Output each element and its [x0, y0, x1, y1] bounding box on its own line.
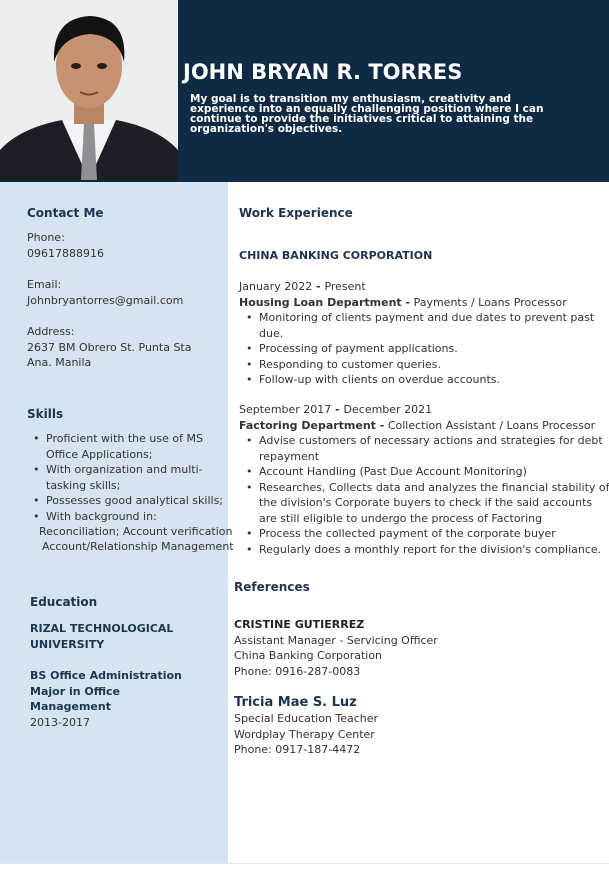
job-1-start: January 2022	[239, 280, 313, 293]
job-2-title	[239, 418, 604, 434]
phone-value: 09617888916	[27, 246, 104, 260]
school-name-line-2: UNIVERSITY	[30, 637, 105, 651]
references-title: References	[234, 580, 310, 594]
education-title: Education	[30, 595, 98, 609]
duty-text: • Researches, Collects data and analyzes the financial stability of	[259, 480, 609, 494]
phone-label: Phone:	[27, 231, 65, 244]
job-1-role: Payments / Loans Processor	[410, 295, 567, 309]
job-2-department: Factoring Department -	[239, 418, 385, 432]
company-name: CHINA BANKING CORPORATION	[239, 249, 433, 262]
duty-item	[259, 433, 604, 464]
skills-list	[46, 431, 231, 524]
duty-item	[259, 480, 609, 527]
job-1-end: Present	[324, 280, 366, 293]
skill-text: Office Applications;	[46, 447, 153, 461]
job-2-end: December 2021	[343, 403, 433, 416]
duty-text: • Monitoring of clients payment and due dates to prevent past	[259, 311, 595, 324]
degree-line-2: Major in Office	[30, 684, 120, 698]
degree-line-3: Management	[30, 700, 111, 713]
job-2-dates	[239, 402, 604, 418]
reference-2	[234, 694, 378, 758]
job-2-duties	[259, 433, 609, 557]
contact-details	[27, 230, 191, 371]
address-line-1: 2637 BM Obrero St. Punta Sta	[27, 340, 192, 354]
job-1-department: Housing Loan Department -	[239, 295, 411, 309]
job-2-date-separator: -	[331, 403, 344, 416]
duty-item: • Process the collected payment of the corporate buyer	[259, 526, 604, 542]
reference-1	[234, 617, 438, 679]
skill-background-line-1: Reconciliation; Account verification	[39, 525, 233, 538]
work-experience-title: Work Experience	[239, 206, 353, 220]
job-1	[239, 279, 599, 388]
skill-item	[46, 431, 231, 462]
job-2-start: September 2017	[239, 403, 332, 416]
education-block	[30, 621, 182, 730]
duty-item: • Regularly does a monthly report for the division's compliance.	[259, 542, 604, 558]
reference-1-company: China Banking Corporation	[234, 649, 383, 662]
job-1-dates	[239, 279, 599, 295]
skill-text: • With organization and multi-	[46, 463, 203, 476]
skill-text: • Possesses good analytical skills;	[46, 494, 224, 507]
duty-item: • Account Handling (Past Due Account Monitoring)	[259, 464, 604, 480]
address-line-2: Ana. Manila	[27, 356, 92, 369]
duty-text: the division's Corporate buyers to check if the said accounts	[259, 496, 593, 509]
portrait-illustration	[0, 0, 178, 180]
reference-1-phone: Phone: 0916-287-0083	[234, 664, 361, 678]
school-name-line-1: RIZAL TECHNOLOGICAL	[30, 622, 174, 635]
profile-photo	[0, 0, 178, 180]
education-years: 2013-2017	[30, 715, 90, 729]
duty-text: due.	[259, 326, 284, 340]
duty-text: repayment	[259, 449, 320, 463]
duty-item: • Processing of payment applications.	[259, 341, 599, 357]
skill-text: tasking skills;	[46, 478, 121, 492]
skill-text: • Proficient with the use of MS	[46, 432, 203, 445]
page-bottom-divider	[0, 863, 609, 864]
reference-1-name: CRISTINE GUTIERREZ	[234, 618, 365, 631]
skill-item	[46, 462, 231, 493]
job-1-date-separator: -	[312, 280, 325, 293]
reference-2-name: Tricia Mae S. Luz	[234, 695, 357, 710]
reference-2-position: Special Education Teacher	[234, 712, 379, 725]
job-2-role: Collection Assistant / Loans Processor	[384, 418, 596, 432]
objective-statement: My goal is to transition my enthusiasm, creativity and experience into an equally challenging position where I can continue to provide the initiatives critical to attaining the organization's objectives.	[190, 93, 544, 135]
job-1-title	[239, 295, 599, 311]
duty-item: • Responding to customer queries.	[259, 357, 599, 373]
reference-2-company: Wordplay Therapy Center	[234, 727, 375, 741]
candidate-name: JOHN BRYAN R. TORRES	[183, 60, 463, 84]
skill-item	[46, 509, 231, 525]
duty-text: • Advise customers of necessary actions and strategies for debt	[259, 434, 603, 447]
email-value: Johnbryantorres@gmail.com	[27, 293, 184, 307]
email-label: Email:	[27, 278, 62, 291]
duty-item	[259, 310, 599, 341]
address-label: Address:	[27, 325, 75, 338]
duty-text: are still eligible to undergo the process of Factoring	[259, 511, 543, 525]
job-1-duties	[259, 310, 599, 388]
degree-line-1: BS Office Administration	[30, 669, 182, 682]
skill-item	[46, 493, 231, 509]
job-2	[239, 402, 609, 557]
skill-background-line-2: Account/Relationship Management	[42, 540, 234, 553]
reference-1-position: Assistant Manager - Servicing Officer	[234, 633, 438, 647]
skills-title: Skills	[27, 407, 64, 421]
skill-text: • With background in:	[46, 509, 157, 523]
reference-2-phone: Phone: 0917-187-4472	[234, 743, 361, 756]
contact-title: Contact Me	[27, 206, 104, 220]
duty-item: • Follow-up with clients on overdue accounts.	[259, 372, 599, 388]
